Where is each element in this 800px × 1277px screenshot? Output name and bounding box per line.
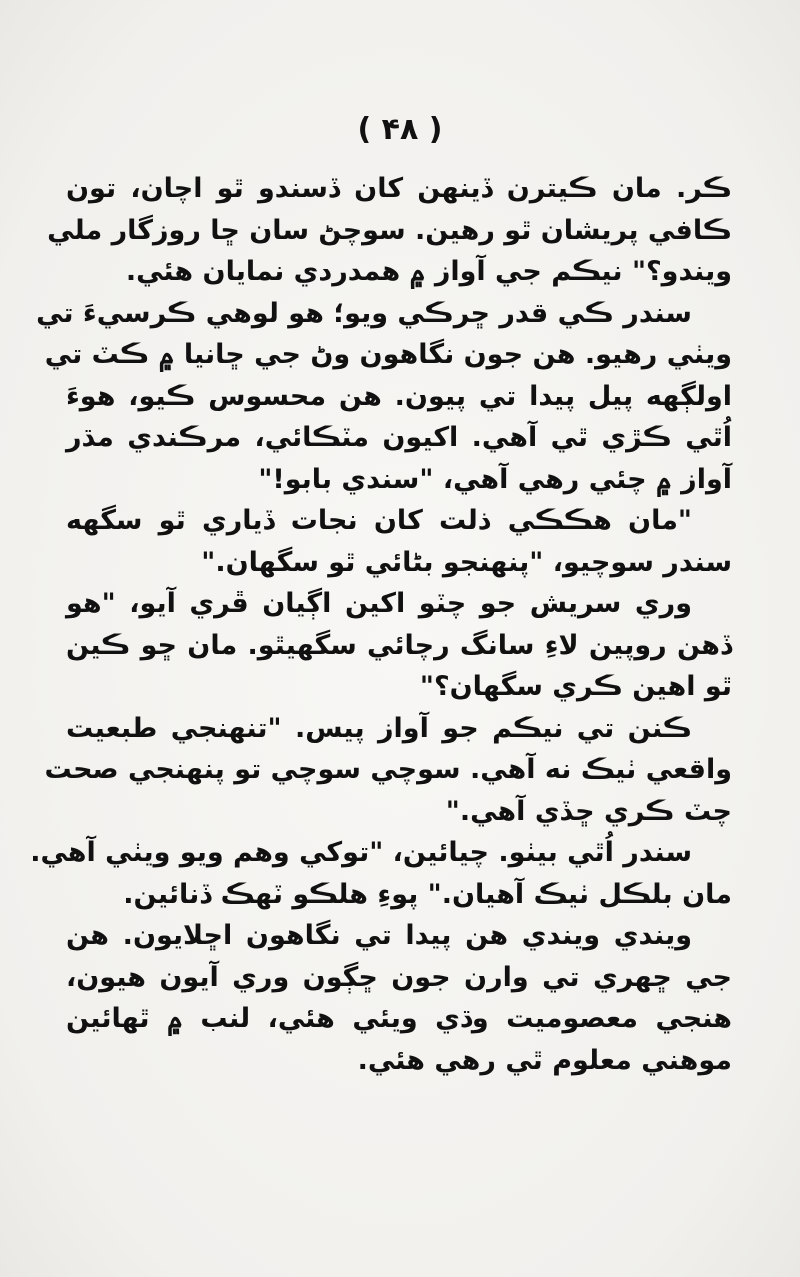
text-line: ڪر. مان ڪيترن ڏينهن کان ڏسندو ٿو اچان، تون: [66, 173, 732, 204]
text-line: ٿو اهين ڪري سگهان؟": [419, 671, 732, 702]
text-line: ڏهن روپين لاءِ سانگ رچائي سگهيٿو. مان ڇو ڪين: [66, 629, 732, 661]
text-line: موهني معلوم ٿي رهي هئي.: [357, 1044, 732, 1076]
text-line: ويندو؟" نيڪم جي آواز ۾ همدردي نمايان هئي.: [125, 256, 732, 287]
text-line: واقعي ٺيڪ نه آهي. سوچي سوچي تو پنهنجي صحت: [44, 754, 732, 785]
text-line: اولڳهه پيل پيدا تي پيون. هن محسوس ڪيو، هوءَ: [66, 380, 732, 412]
text-line: وري سريش جو چٽو اکين اڳيان ڦري آيو، "هو: [66, 588, 692, 619]
text-line: هنجي معصوميت وڌي ويئي هئي، لنب ۾ ٿهائين: [66, 1003, 732, 1034]
body-text: [30, 168, 732, 1081]
text-line: چٽ ڪري ڇڏي آهي.": [445, 795, 732, 827]
text-line: سندر سوچيو، "پنهنجو بڻائي ٿو سگهان.": [201, 546, 732, 578]
text-line: ويٺي رهيو. هن جون نگاهون وڻ جي ڇانيا ۾ ڪٽ تي: [44, 339, 732, 370]
text-line: ڪنن تي نيڪم جو آواز پيس. "تنهنجي طبعيت: [66, 712, 692, 744]
text-line: جي ڇهري تي وارن جون ڇڳون وري آيون هيون،: [66, 961, 732, 993]
text-line: ويندي ويندي هن پيدا تي نگاهون اڇلايون. هن: [66, 920, 692, 951]
text-line: "مان هڪڪي ذلت کان نجات ڏياري ٿو سگهه: [66, 505, 692, 536]
text-line: ڪافي پريشان ٿو رهين. سوچڻ سان ڇا روزگار ملي: [47, 214, 732, 246]
text-line: مان بلڪل ٺيڪ آهيان." پوءِ هلڪو ٽهڪ ڏنائين.: [123, 878, 732, 910]
text-line: آواز ۾ چئي رهي آهي، "سندي بابو!": [258, 463, 732, 495]
page-number: ( ۴۸ ): [357, 112, 443, 147]
text-line: سندر اُٿي بيٺو. چيائين، "توکي وهم ويو ويٺي آهي.: [30, 837, 692, 868]
text-line: اُٿي ڪڙي ٿي آهي. اکيون مٽڪائي، مرڪندي مڌر: [66, 422, 732, 453]
text-line: سندر ڪي قدر ڇرڪي ويو؛ هو لوهي ڪرسيءَ تي: [36, 297, 692, 329]
